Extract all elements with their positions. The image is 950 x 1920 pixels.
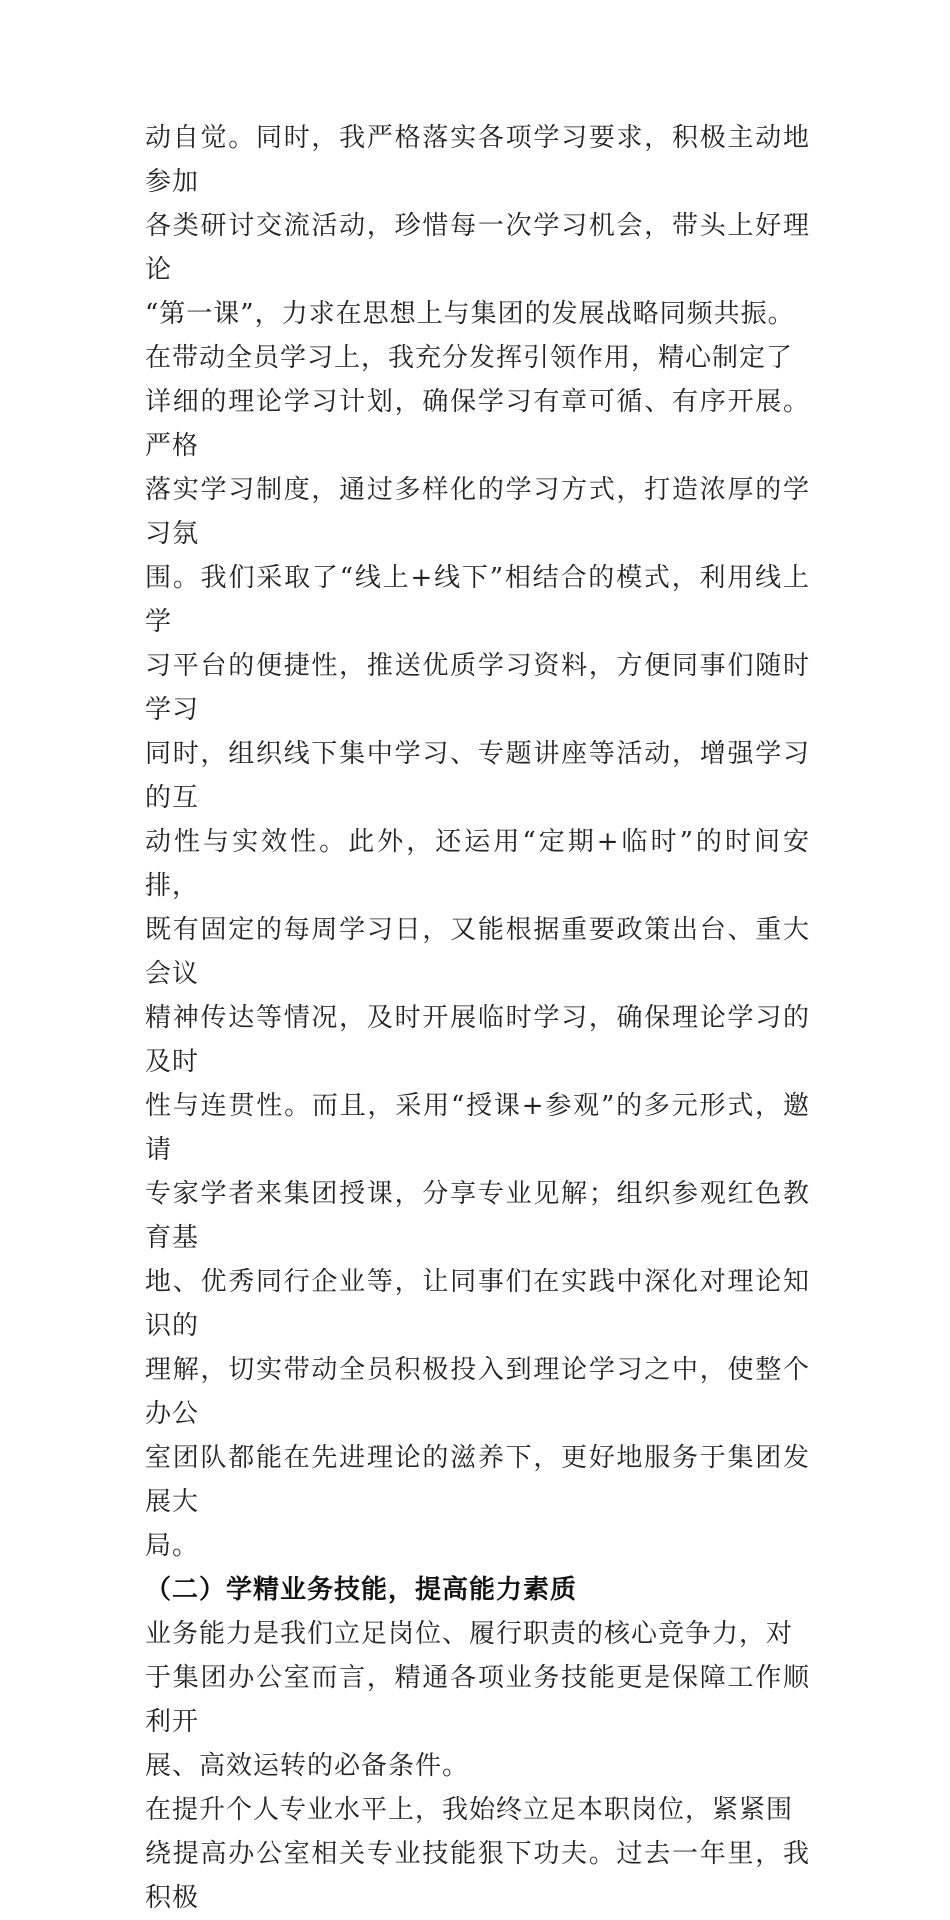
paragraph-business-ability: 业务能力是我们立足岗位、履行职责的核心竞争力，对 于集团办公室而言，精通各项业务技能更是保障工作顺利开 展、高效运转的必备条件。 — [145, 1619, 810, 1781]
paragraph-professional-level: 在提升个人专业水平上，我始终立足本职岗位，紧紧围 绕提高办公室相关专业技能狠下功夫。过去一年里，我积极 — [145, 1795, 810, 1913]
document-body — [145, 116, 810, 1920]
paragraph-study-commitment: 动自觉。同时，我严格落实各项学习要求，积极主动地参加 各类研讨交流活动，珍惜每一次学习机会，带头上好理论 “第一课”，力求在思想上与集团的发展战略同频共振。 — [145, 123, 810, 329]
paragraph-team-learning: 在带动全员学习上，我充分发挥引领作用，精心制定了 详细的理论学习计划，确保学习有章可循、有序开展。严格 落实学习制度，通过多样化的学习方式，打造浓厚的学习氛 围。我们采取了“线上+线下”相结合的模式，利用线上学 习平台的便捷性，推送优质学习资料，方便同事们随时学习 同时，组织线下集中学习、专题讲座等活动，增强学习的互 动性与实效性。此外，还运用“定期+临时”的时间安排， 既有固定的每周学习日，又能根据重要政策出台、重大会议 精神传达等情况，及时开展临时学习，确保理论学习的及时 性与连贯性。而且，采用“授课+参观”的多元形式，邀请 专家学者来集团授课，分享专业见解；组织参观红色教育基 地、优秀同行企业等，让同事们在实践中深化对理论知识的 理解，切实带动全员积极投入到理论学习之中，使整个办公 室团队都能在先进理论的滋养下，更好地服务于集团发展大 局。 — [145, 343, 810, 1561]
section-heading-business-skills: （二）学精业务技能，提高能力素质 — [145, 1575, 578, 1605]
